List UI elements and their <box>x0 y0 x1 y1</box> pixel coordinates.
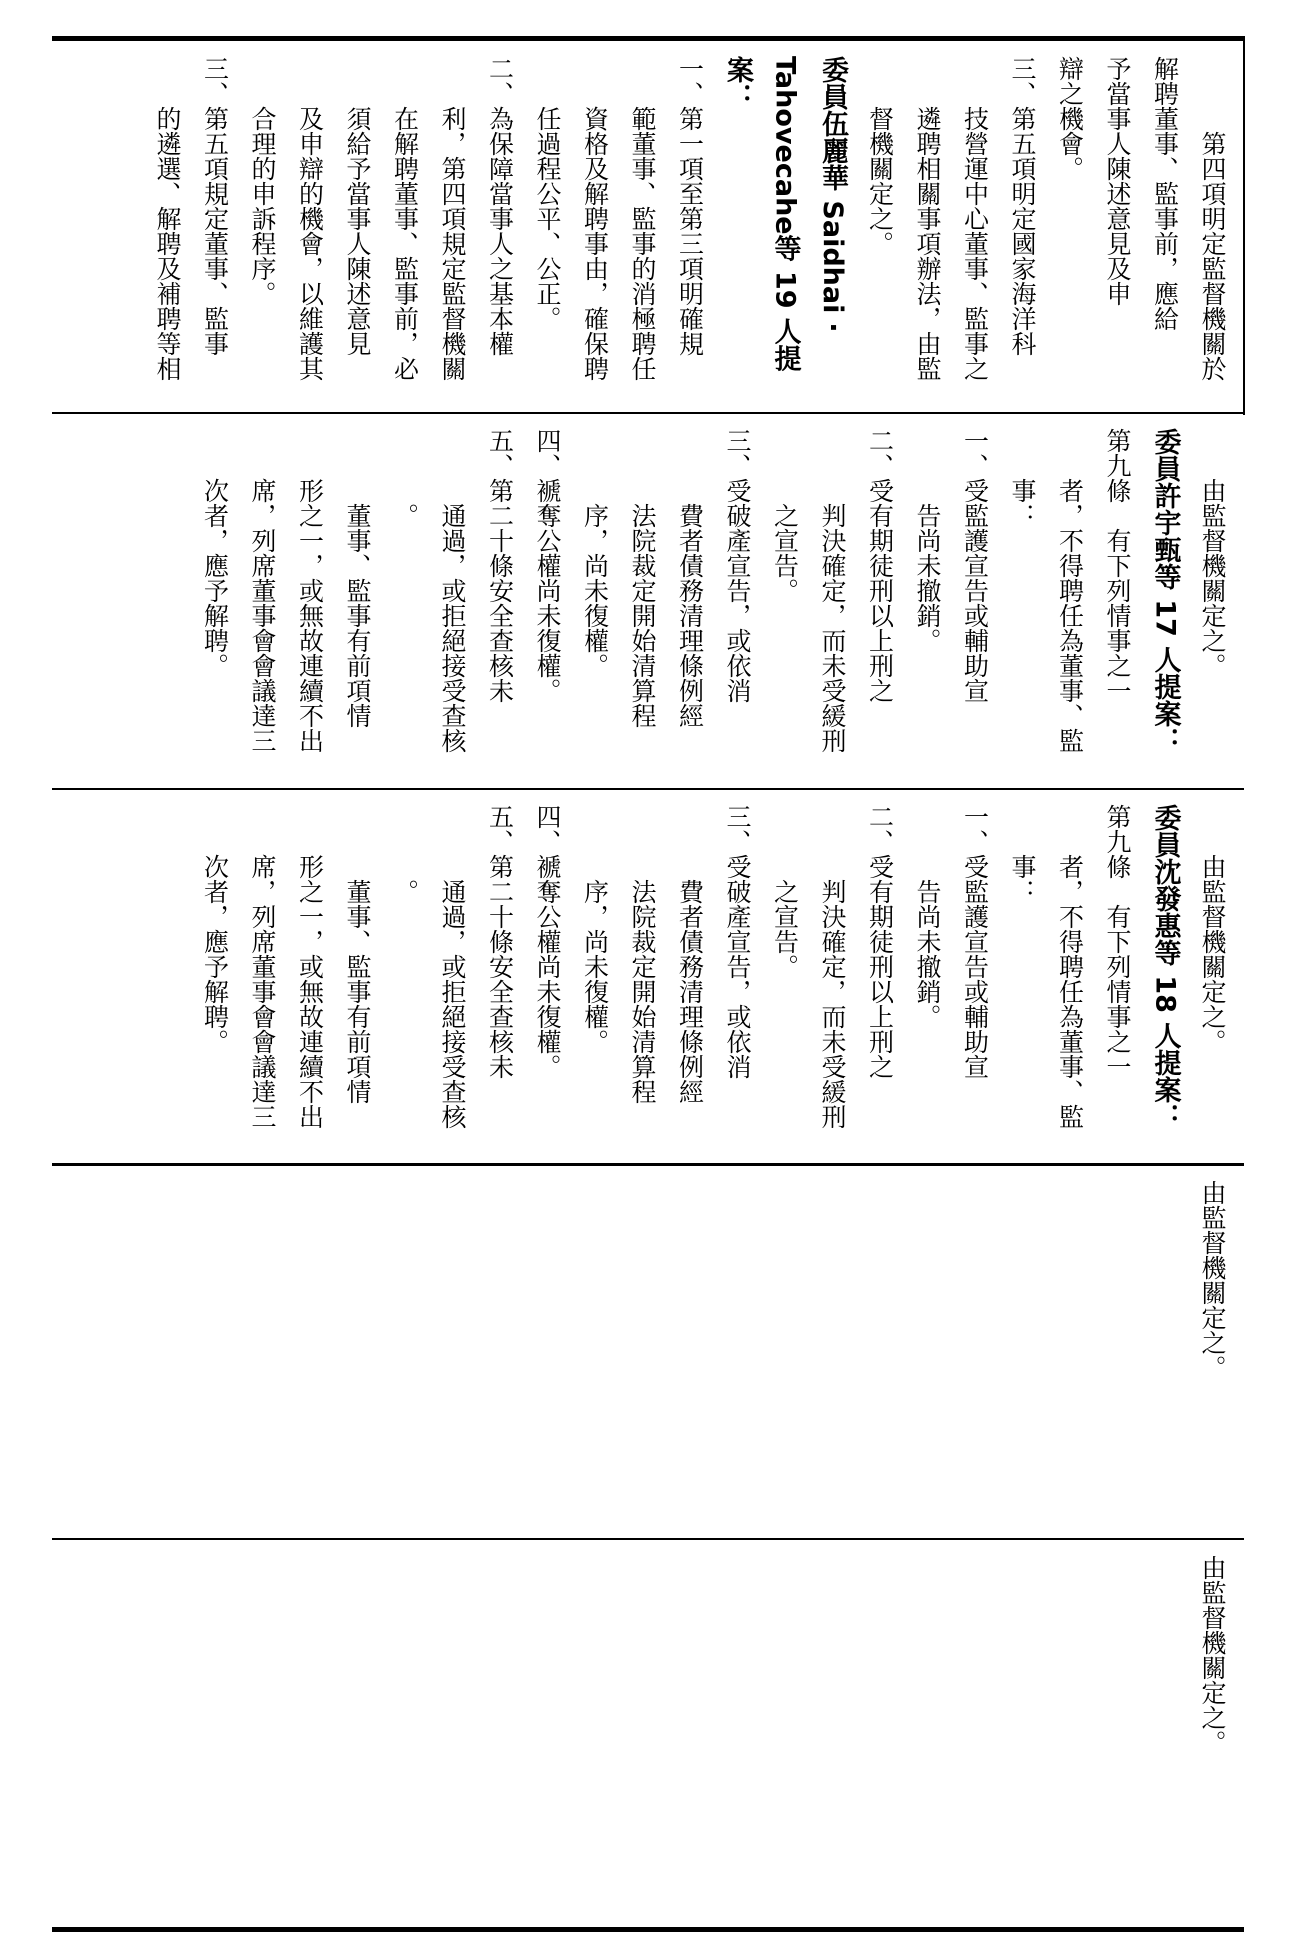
paragraph-line: 二、受有期徒刑以上刑之 <box>865 428 895 703</box>
paragraph-line: 三、第五項規定董事、監事 <box>200 56 230 356</box>
paragraph-line: 由監督機關定之。 <box>1198 478 1227 678</box>
paragraph-line: 。 <box>390 503 420 528</box>
paragraph-line: 次者，應予解聘。 <box>200 854 230 1054</box>
paragraph-line: 者，不得聘任為董事、監 <box>1055 854 1085 1129</box>
column-divider <box>52 1538 1244 1540</box>
column-divider-1 <box>1243 36 1245 415</box>
paragraph-line: 一、受監護宣告或輔助宣 <box>960 804 990 1079</box>
cell-paragraphs-3 <box>191 804 1236 1159</box>
paragraph-line: 遴聘相關事項辦法，由監 <box>913 106 942 381</box>
paragraph-line: 須給予當事人陳述意見 <box>343 106 372 356</box>
paragraph-line: 形之一，或無故連續不出 <box>295 478 325 753</box>
bottom-rule <box>52 1927 1244 1932</box>
paragraph-line: 技營運中心董事、監事之 <box>960 106 990 381</box>
paragraph-line: 的遴選、解聘及補聘等相 <box>153 106 182 381</box>
paragraph-line: 通過，或拒絕接受查核 <box>438 879 467 1129</box>
paragraph-line: 由監督機關定之。 <box>1198 854 1227 1054</box>
paragraph-line: 一、受監護宣告或輔助宣 <box>960 428 990 703</box>
cell-paragraphs-2 <box>191 428 1236 784</box>
proposal-title: 委員許宇甄等 17 人提案： <box>1149 428 1181 755</box>
paragraph-line: 第九條 有下列情事之一 <box>1103 804 1132 1079</box>
column-divider <box>52 788 1244 790</box>
paragraph-line: 判決確定，而未受緩刑 <box>818 879 847 1129</box>
paragraph-line: 法院裁定開始清算程 <box>628 879 657 1104</box>
paragraph-line: 四、褫奪公權尚未復權。 <box>533 428 562 703</box>
table-cell-3 <box>60 794 1236 1159</box>
paragraph-line: 席，列席董事會會議達三 <box>248 854 277 1129</box>
paragraph-line: 。 <box>390 879 420 904</box>
paragraph-line: 三、受破產宣告，或依消 <box>723 804 752 1079</box>
paragraph-line: 利，第四項規定監督機關 <box>438 106 467 381</box>
paragraph-line: 董事、監事有前項情 <box>343 879 372 1104</box>
proposal-title: Tahovecahe等 19 人提案： <box>722 56 801 372</box>
paragraph-line: 形之一，或無故連續不出 <box>295 854 325 1129</box>
table-cell-5 <box>60 1545 1236 1923</box>
paragraph-line: 法院裁定開始清算程 <box>628 503 657 728</box>
paragraph-line: 由監督機關定之。 <box>1198 1555 1227 1755</box>
table-cell-1 <box>60 46 1236 408</box>
cell-paragraphs-1 <box>144 56 1237 408</box>
paragraph-line: 事： <box>1008 854 1037 904</box>
paragraph-line: 之宣告。 <box>770 879 800 979</box>
paragraph-line: 合理的申訴程序。 <box>248 106 277 306</box>
paragraph-line: 費者債務清理條例經 <box>675 503 705 728</box>
paragraph-line: 在解聘董事、監事前，必 <box>390 106 420 381</box>
table-cell-4 <box>60 1170 1236 1534</box>
paragraph-line: 告尚未撤銷。 <box>913 879 942 1029</box>
paragraph-line: 告尚未撤銷。 <box>913 503 942 653</box>
column-divider <box>52 1163 1244 1166</box>
paragraph-line: 通過，或拒絕接受查核 <box>438 503 467 753</box>
paragraph-line: 者，不得聘任為董事、監 <box>1055 478 1085 753</box>
paragraph-line: 三、受破產宣告，或依消 <box>723 428 752 703</box>
paragraph-line: 序，尚未復權。 <box>580 879 610 1054</box>
paragraph-line: 四、褫奪公權尚未復權。 <box>533 804 562 1079</box>
cell-paragraphs-4 <box>1189 1180 1237 1534</box>
paragraph-line: 之宣告。 <box>770 503 800 603</box>
paragraph-line: 督機關定之。 <box>865 106 895 256</box>
paragraph-line: 予當事人陳述意見及申 <box>1103 56 1132 306</box>
paragraph-line: 席，列席董事會會議達三 <box>248 478 277 753</box>
paragraph-line: 三、第五項明定國家海洋科 <box>1008 56 1037 356</box>
top-rule <box>52 36 1244 41</box>
paragraph-line: 資格及解聘事由，確保聘 <box>580 106 610 381</box>
paragraph-line: 一、第一項至第三項明確規 <box>675 56 705 356</box>
paragraph-line: 二、受有期徒刑以上刑之 <box>865 804 895 1079</box>
paragraph-line: 任過程公平、公正。 <box>533 106 562 331</box>
proposal-title: 委員伍麗華 Saidhai ‧ <box>817 56 848 333</box>
paragraph-line: 範董事、監事的消極聘任 <box>628 106 657 381</box>
paragraph-line: 解聘董事、監事前，應給 <box>1150 56 1180 331</box>
cell-paragraphs-5 <box>1189 1555 1237 1923</box>
column-divider <box>52 412 1244 414</box>
paragraph-line: 五、第二十條安全查核未 <box>485 804 515 1079</box>
table-cell-2 <box>60 418 1236 784</box>
paragraph-line: 序，尚未復權。 <box>580 503 610 678</box>
paragraph-line: 第九條 有下列情事之一 <box>1103 428 1132 703</box>
paragraph-line: 第四項明定監督機關於 <box>1198 131 1227 381</box>
paragraph-line: 次者，應予解聘。 <box>200 478 230 678</box>
paragraph-line: 二、為保障當事人之基本權 <box>485 56 515 356</box>
paragraph-line: 及申辯的機會，以維護其 <box>295 106 325 381</box>
paragraph-line: 由監督機關定之。 <box>1198 1180 1227 1380</box>
paragraph-line: 判決確定，而未受緩刑 <box>818 503 847 753</box>
paragraph-line: 事： <box>1008 478 1037 528</box>
proposal-title: 委員沈發惠等 18 人提案： <box>1149 804 1181 1131</box>
paragraph-line: 費者債務清理條例經 <box>675 879 705 1104</box>
paragraph-line: 辯之機會。 <box>1055 56 1085 181</box>
paragraph-line: 董事、監事有前項情 <box>343 503 372 728</box>
paragraph-line: 五、第二十條安全查核未 <box>485 428 515 703</box>
